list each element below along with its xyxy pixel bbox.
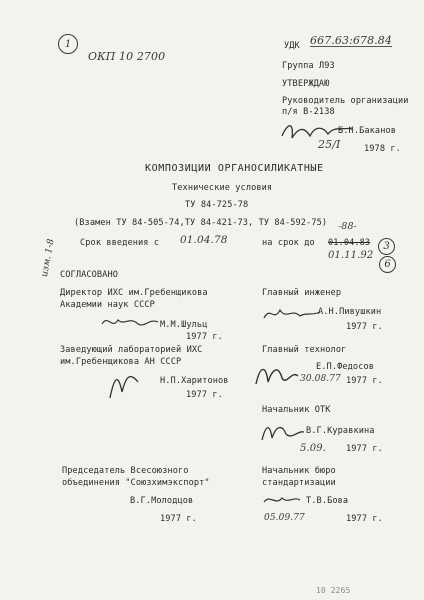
document-code: ТУ 84-725-78 [185,200,249,210]
left-2-year: 1977 г. [186,390,223,400]
agreed-heading: СОГЛАСОВАНО [60,270,119,280]
right-3-year: 1977 г. [346,444,383,454]
right-3-date-handwritten: 5.09. [300,443,326,454]
document-subtitle: Технические условия [172,183,273,193]
group-label: Группа Л93 [282,61,335,71]
left-3-year: 1977 г. [160,514,197,524]
right-4-year: 1977 г. [346,514,383,524]
page-number-circle [58,34,78,54]
left-2-line2: им.Гребенщикова АН СССР [60,357,182,367]
right-2-name: Е.П.Федосов [316,362,375,372]
approve-role-line1: Руководитель организации [282,96,409,106]
intro-label: Срок введения с [80,238,160,248]
left-3-line2: объединения "Союзхимэкспорт" [62,478,210,488]
right-2-year: 1977 г. [346,376,383,386]
right-4-title1: Начальник бюро [262,466,336,476]
page-number: 1 [64,38,72,50]
approve-role-line2: п/я В-2138 [282,107,335,117]
right-1-title: Главный инженер [262,288,342,298]
right-4-date-handwritten: 05.09.77 [264,513,305,523]
right-1-year: 1977 г. [346,322,383,332]
replaces-line: (Взамен ТУ 84-505-74,ТУ 84-421-73, ТУ 84-592-75) [74,218,328,228]
left-1-name: М.М.Шульц [160,320,208,330]
left-3-name: В.Г.Молодцов [130,496,194,506]
change-circle-3: 3 [378,238,395,255]
right-4-name: Т.В.Бова [306,496,349,506]
right-2-date-handwritten: 30.08.77 [300,374,341,384]
term-handwritten-2: 01.11.92 [328,250,374,261]
okp-code: ОКП 10 2700 [88,50,166,63]
left-2-line1: Заведующий лабораторией ИХС [60,345,203,355]
right-4-title2: стандартизации [262,478,336,488]
udk-label: УДК [284,41,300,51]
right-3-name: В.Г.Куравкина [306,426,375,436]
udk-value: 667.63:678.84 [310,34,392,47]
intro-date: 01.04.78 [180,234,228,246]
approve-year: 1978 г. [364,144,401,154]
term-handwritten-1: -88- [338,221,357,232]
right-2-title: Главный технолог [262,345,347,355]
approve-date-handwritten: 25/I [318,138,341,151]
left-1-line2: Академии наук СССР [60,300,155,310]
document-title: КОМПОЗИЦИИ ОРГАНОСИЛИКАТНЫЕ [145,163,324,174]
footer-code: 10 2265 [316,586,351,595]
term-label: на срок до [262,238,315,248]
change-circle-6: 6 [379,256,396,273]
term-old-date: 01.04.83 [328,238,371,248]
margin-note: изм. 1-8 [40,238,57,278]
left-3-line1: Председатель Всесоюзного [62,466,189,476]
left-2-name: Н.П.Харитонов [160,376,229,386]
right-1-name: А.Н.Пивушкин [318,307,382,317]
approve-name: Б.Н.Баканов [338,126,397,136]
left-1-year: 1977 г. [186,332,223,342]
approve-word: УТВЕРЖДАЮ [282,79,330,89]
right-3-title: Начальник ОТК [262,405,331,415]
left-1-line1: Директор ИХС им.Гребенщикова [60,288,208,298]
